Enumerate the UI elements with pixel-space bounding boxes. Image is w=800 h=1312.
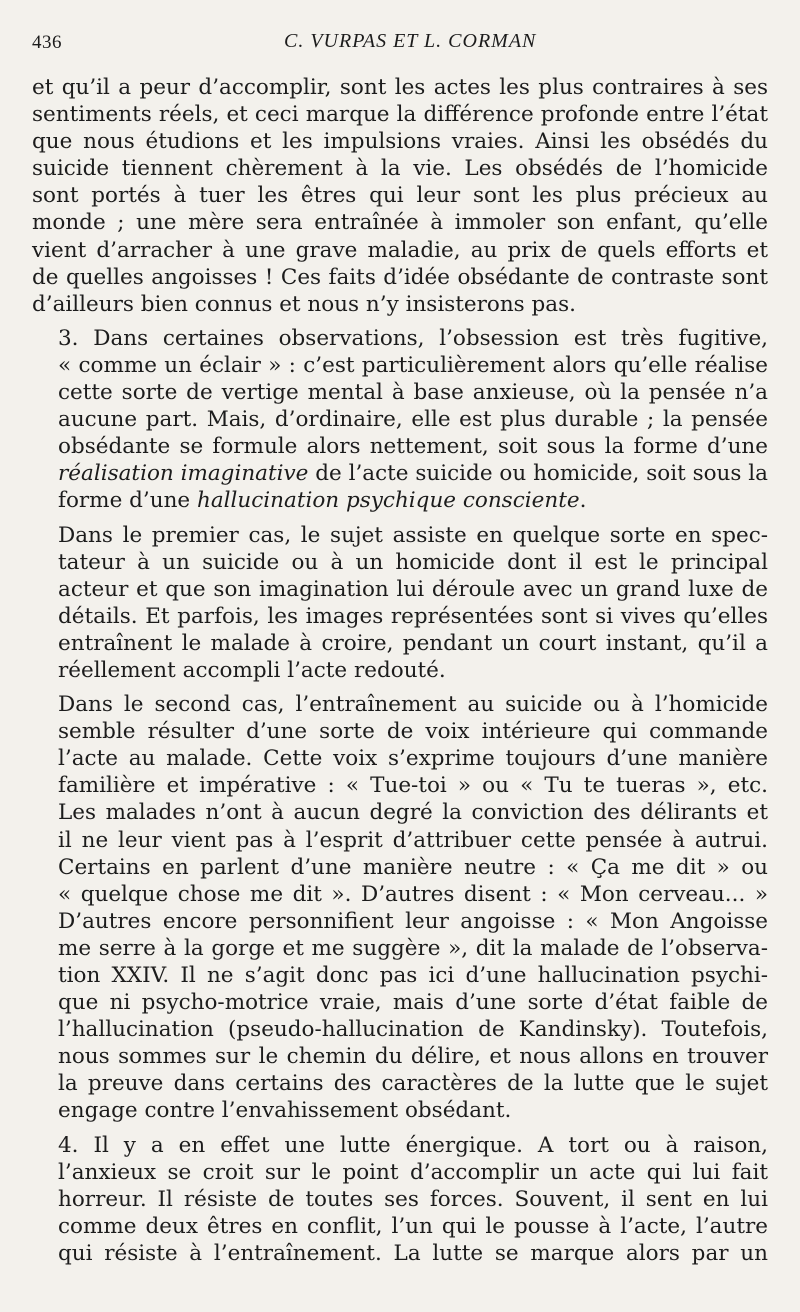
- text-line: tion XXIV. Il ne s’agit donc pas ici d’une hallucination psychi-: [58, 963, 768, 988]
- text-line: 4. Il y a en effet une lutte énergique. A tort ou à raison,: [58, 1132, 768, 1158]
- text-line: l’acte au malade. Cette voix s’exprime toujours d’une manière: [58, 746, 768, 772]
- text-line: horreur. Il résiste de toutes ses forces. Souvent, il sent en lui: [58, 1186, 768, 1212]
- text-line: forme d’une hallucination psychique consciente.: [58, 488, 587, 514]
- text-line: l’anxieux se croit sur le point d’accomplir un acte qui lui fait: [58, 1159, 768, 1185]
- text-line: acteur et que son imagination lui déroule avec un grand luxe de: [58, 576, 768, 602]
- text-line: « comme un éclair » : c’est particulièrement alors qu’elle réalise: [58, 352, 768, 378]
- text-line: tateur à un suicide ou à un homicide dont il est le principal: [58, 549, 768, 575]
- paragraph-5: [32, 1132, 768, 1267]
- page-number: 436: [32, 32, 62, 53]
- body-text: [32, 74, 768, 1274]
- text-line: et qu’il a peur d’accomplir, sont les actes les plus contraires à ses: [32, 75, 768, 100]
- text-line: D’autres encore personnifient leur angoisse : « Mon Angoisse: [58, 908, 768, 934]
- text-line: que nous étudions et les impulsions vraies. Ainsi les obsédés du: [32, 129, 768, 155]
- text-line: semble résulter d’une sorte de voix intérieure qui commande: [58, 719, 768, 745]
- text-line: réalisation imaginative de l’acte suicide ou homicide, soit sous la: [58, 461, 768, 487]
- text-line: me serre à la gorge et me suggère », dit la malade de l’observa-: [58, 935, 768, 961]
- text-line: sentiments réels, et ceci marque la différence profonde entre l’état: [32, 102, 768, 128]
- text-line: vient d’arracher à une grave maladie, au prix de quels efforts et: [32, 237, 768, 263]
- text-line: entraînent le malade à croire, pendant un court instant, qu’il a: [58, 630, 768, 656]
- text-line: l’hallucination (pseudo-hallucination de Kandinsky). Toutefois,: [58, 1017, 768, 1043]
- text-line: « quelque chose me dit ». D’autres disent : « Mon cerveau... »: [58, 881, 768, 907]
- text-line: obsédante se formule alors nettement, soit sous la forme d’une: [58, 434, 768, 460]
- paragraph-2: [32, 325, 768, 515]
- text-line: Dans le second cas, l’entraînement au suicide ou à l’homicide: [58, 692, 768, 718]
- paragraph-4: [32, 691, 768, 1125]
- text-line: engage contre l’envahissement obsédant.: [58, 1098, 512, 1124]
- text-line: qui résiste à l’entraînement. La lutte se marque alors par un: [58, 1240, 768, 1266]
- text-line: Dans le premier cas, le sujet assiste en quelque sorte en spec-: [58, 522, 768, 548]
- text-line: Les malades n’ont à aucun degré la conviction des délirants et: [58, 800, 768, 826]
- text-line: nous sommes sur le chemin du délire, et nous allons en trouver: [58, 1044, 768, 1070]
- text-line: réellement accompli l’acte redouté.: [58, 657, 446, 683]
- text-line: comme deux êtres en conflit, l’un qui le pousse à l’acte, l’autre: [58, 1213, 768, 1239]
- text-line: la preuve dans certains des caractères de la lutte que le sujet: [58, 1071, 768, 1097]
- text-line: d’ailleurs bien connus et nous n’y insisterons pas.: [32, 291, 576, 317]
- text-line: aucune part. Mais, d’ordinaire, elle est plus durable ; la pensée: [58, 407, 768, 433]
- text-line: suicide tiennent chèrement à la vie. Les obsédés de l’homicide: [32, 156, 768, 182]
- text-line: il ne leur vient pas à l’esprit d’attribuer cette pensée à autrui.: [58, 827, 768, 853]
- text-line: monde ; une mère sera entraînée à immoler son enfant, qu’elle: [32, 210, 768, 236]
- text-line: 3. Dans certaines observations, l’obsession est très fugitive,: [58, 325, 768, 351]
- text-line: que ni psycho-motrice vraie, mais d’une sorte d’état faible de: [58, 990, 768, 1016]
- text-line: familière et impérative : « Tue-toi » ou « Tu te tueras », etc.: [58, 773, 768, 799]
- text-line: sont portés à tuer les êtres qui leur sont les plus précieux au: [32, 183, 768, 209]
- text-line: de quelles angoisses ! Ces faits d’idée obsédante de contraste sont: [32, 264, 768, 290]
- text-line: Certains en parlent d’une manière neutre : « Ça me dit » ou: [58, 854, 768, 880]
- page-header: [28, 30, 770, 60]
- text-line: détails. Et parfois, les images représentées sont si vives qu’elles: [58, 603, 768, 629]
- text-line: cette sorte de vertige mental à base anxieuse, où la pensée n’a: [58, 380, 768, 406]
- paragraph-3: [32, 522, 768, 685]
- paragraph-1: [32, 74, 768, 318]
- running-head: C. VURPAS ET L. CORMAN: [284, 30, 537, 52]
